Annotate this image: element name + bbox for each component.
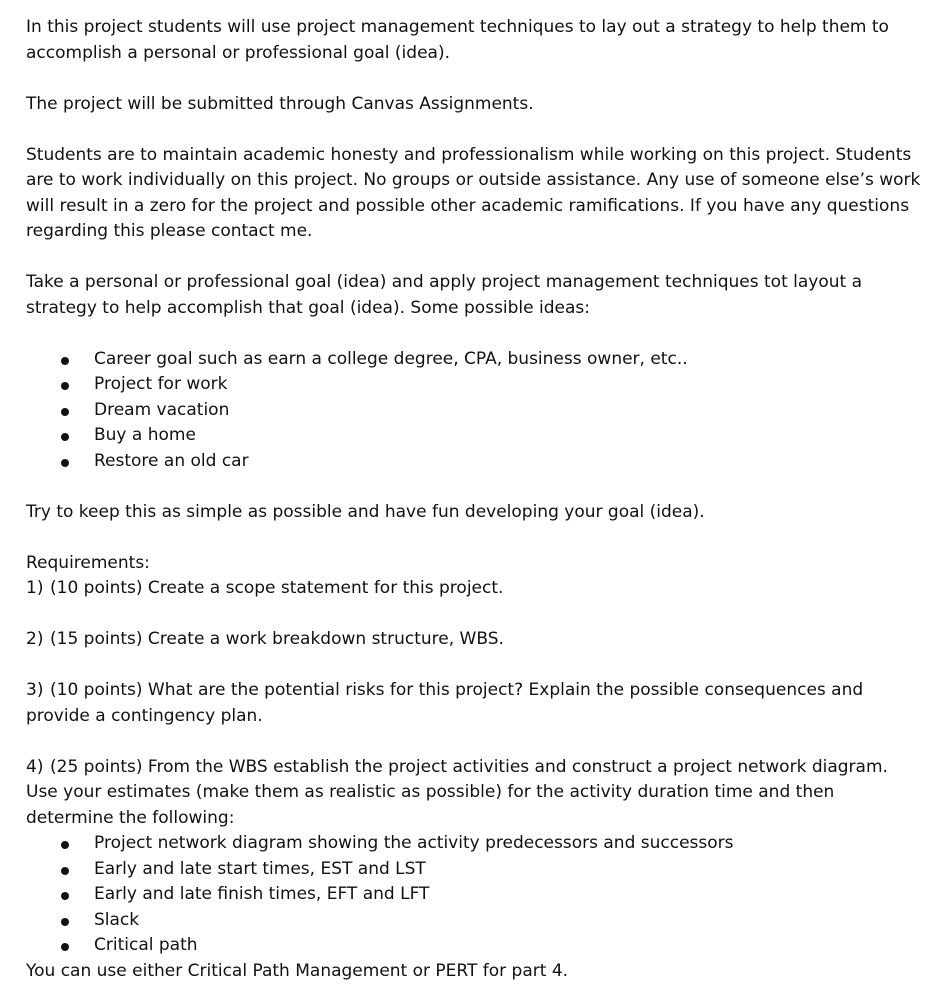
spacer [26, 66, 926, 92]
list-item: Critical path [26, 933, 926, 959]
list-item: Restore an old car [26, 449, 926, 475]
list-item: Dream vacation [26, 398, 926, 424]
requirement-4 [26, 755, 926, 781]
spacer [26, 729, 926, 755]
requirement-4-list [26, 831, 926, 959]
requirement-number: 4) [26, 756, 44, 777]
requirement-text: (25 points) From the WBS establish the project activities and construct a project network diagram. [50, 756, 888, 777]
spacer [26, 245, 926, 271]
honesty-line-3: will result in a zero for the project and possible other academic ramifications. If you have any questions [26, 195, 910, 216]
requirement-4-line-2: Use your estimates (make them as realistic as possible) for the activity duration time and then [26, 782, 835, 802]
submission-text: The project will be submitted through Canvas Assignments. [26, 93, 534, 114]
requirement-3 [26, 678, 926, 704]
intro-line-2: accomplish a personal or professional goal (idea). [26, 42, 450, 63]
requirement-number: 1) [26, 578, 44, 598]
list-item: Early and late finish times, EFT and LFT [26, 882, 926, 908]
requirement-1 [26, 576, 926, 602]
list-item: Project for work [26, 372, 926, 398]
list-item: Buy a home [26, 423, 926, 449]
honesty-line-4: regarding this please contact me. [26, 221, 313, 241]
spacer [26, 602, 926, 628]
requirement-text: (10 points) Create a scope statement for this project. [50, 578, 504, 598]
spacer [26, 117, 926, 143]
intro-line-1: In this project students will use project management techniques to lay out a strategy to help them to [26, 17, 889, 37]
task-line-1: Take a personal or professional goal (idea) and apply project management techniques tot layout a [26, 272, 863, 292]
list-item: Early and late start times, EST and LST [26, 857, 926, 883]
assignment-document [26, 15, 926, 984]
keep-simple-text: Try to keep this as simple as possible and have fun developing your goal (idea). [26, 501, 705, 522]
closing-note: You can use either Critical Path Management or PERT for part 4. [26, 960, 569, 981]
ideas-list [26, 347, 926, 475]
spacer [26, 474, 926, 500]
requirements-heading: Requirements: [26, 552, 150, 573]
spacer [26, 321, 926, 347]
task-line-2: strategy to help accomplish that goal (idea). Some possible ideas: [26, 297, 590, 318]
requirement-text: (15 points) Create a work breakdown structure, WBS. [50, 629, 504, 649]
spacer [26, 653, 926, 679]
honesty-line-1: Students are to maintain academic honesty and professionalism while working on this project. Students [26, 144, 912, 165]
spacer [26, 525, 926, 551]
requirement-2 [26, 627, 926, 653]
requirement-4-line-3: determine the following: [26, 807, 235, 828]
list-item: Project network diagram showing the activity predecessors and successors [26, 831, 926, 857]
requirement-number: 2) [26, 629, 44, 649]
requirement-number: 3) [26, 680, 44, 700]
list-item: Slack [26, 908, 926, 934]
requirement-3-continued: provide a contingency plan. [26, 705, 263, 726]
list-item: Career goal such as earn a college degree, CPA, business owner, etc.. [26, 347, 926, 373]
honesty-line-2: are to work individually on this project. No groups or outside assistance. Any use of someone else’s work [26, 170, 921, 190]
requirement-text: (10 points) What are the potential risks for this project? Explain the possible consequences and [50, 680, 864, 700]
